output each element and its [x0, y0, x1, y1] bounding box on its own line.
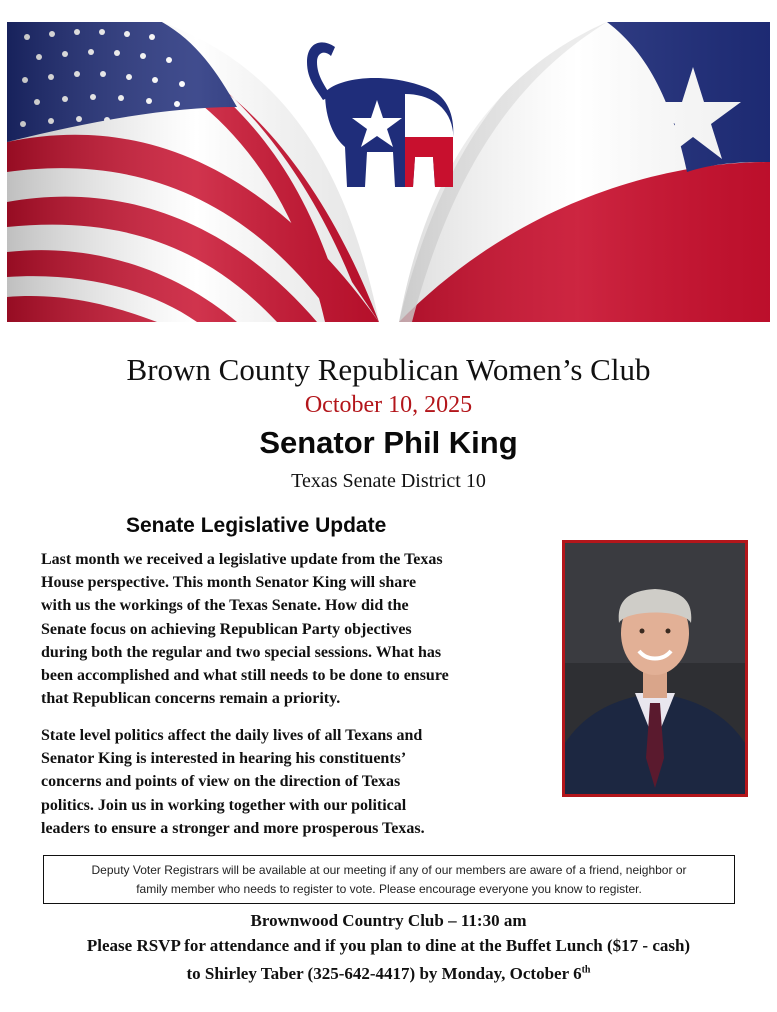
paragraph-1-line: been accomplished and what still needs to be done to ensure: [41, 667, 449, 685]
paragraph-2-line: State level politics affect the daily lives of all Texans and: [41, 727, 423, 744]
paragraph-2-line: concerns and points of view on the direction of Texas: [41, 773, 401, 791]
senate-district: Texas Senate District 10: [291, 470, 486, 492]
rsvp-line-1: Please RSVP for attendance and if you plan to dine at the Buffet Lunch ($17 - cash): [86, 936, 691, 955]
paragraph-1-line: that Republican concerns remain a priority.: [41, 690, 341, 708]
texas-elephant-icon: [307, 42, 453, 187]
voter-registration-notice: [43, 855, 735, 904]
paragraph-1-line: House perspective. This month Senator King will share: [41, 574, 417, 592]
paragraph-2-line: politics. Join us in working together with our political: [41, 796, 407, 814]
paragraph-1: [41, 548, 561, 710]
paragraph-1-line: during both the regular and two special sessions. What has: [41, 643, 442, 661]
senator-portrait: [562, 540, 748, 797]
section-heading: Senate Legislative Update: [126, 514, 387, 537]
event-location: Brownwood Country Club – 11:30 am: [250, 911, 527, 930]
us-flag: [7, 22, 387, 322]
paragraph-1-line: Last month we received a legislative update from the Texas: [41, 551, 443, 568]
flag-banner: [7, 22, 770, 322]
notice-line: family member who needs to register to vote. Please encourage everyone you know to register.: [136, 882, 642, 896]
paragraph-1-line: with us the workings of the Texas Senate. How did the: [41, 597, 409, 615]
rsvp-line-2-text: to Shirley Taber (325-642-4417) by Monday, October 6: [186, 964, 582, 983]
club-name: Brown County Republican Women’s Club: [126, 352, 651, 387]
event-date: October 10, 2025: [304, 392, 473, 418]
paragraph-1-line: Senate focus on achieving Republican Party objectives: [41, 620, 412, 638]
paragraph-2-line: Senator King is interested in hearing his constituents’: [41, 750, 407, 768]
notice-line: Deputy Voter Registrars will be available at our meeting if any of our members are aware of a friend, neighbor or: [91, 863, 687, 877]
rsvp-date-suffix: th: [581, 964, 591, 976]
paragraph-2-line: leaders to ensure a stronger and more prosperous Texas.: [41, 819, 425, 837]
rsvp-line-2: [0, 964, 777, 984]
paragraph-2: [41, 724, 561, 840]
speaker-name: Senator Phil King: [259, 425, 518, 460]
